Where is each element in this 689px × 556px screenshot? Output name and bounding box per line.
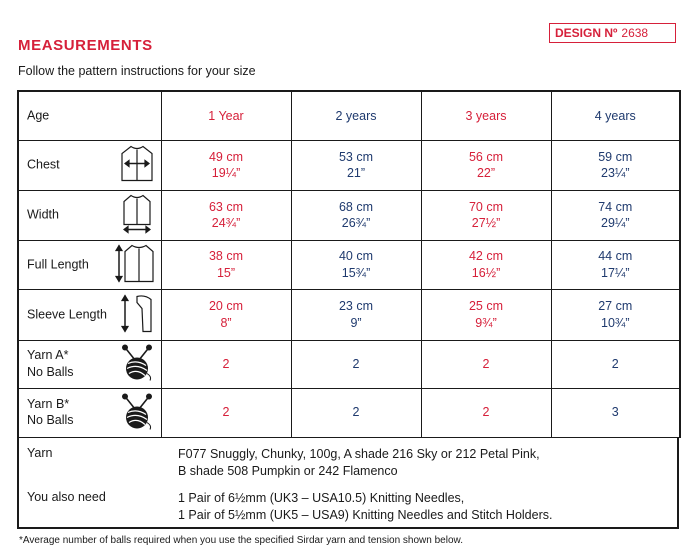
yarn-label: Yarn [27, 446, 53, 460]
table-row [18, 190, 680, 240]
width-3: 70 cm 27½” [421, 190, 551, 240]
table-row [18, 340, 680, 388]
measurements-table [17, 90, 681, 438]
age-2: 2 years [291, 91, 421, 140]
chest-4: 59 cm 23¼” [551, 140, 680, 190]
row-label: Width [27, 207, 59, 222]
age-4: 4 years [551, 91, 680, 140]
yarn-a-3: 2 [421, 340, 551, 388]
yarn-info-box [17, 437, 679, 529]
table-row [18, 240, 680, 289]
length-3: 42 cm 16½” [421, 240, 551, 289]
age-row [18, 91, 680, 140]
chest-1: 49 cm 19¼” [161, 140, 291, 190]
age-3: 3 years [421, 91, 551, 140]
yarn-b-4: 3 [551, 388, 680, 437]
width-4: 74 cm 29¼” [551, 190, 680, 240]
sleeve-1: 20 cm 8” [161, 289, 291, 340]
width-measure-icon [119, 193, 155, 238]
row-label: Chest [27, 157, 60, 172]
age-label: Age [27, 108, 50, 123]
table-row [18, 388, 680, 437]
sleeve-2: 23 cm 9” [291, 289, 421, 340]
design-number: 2638 [621, 26, 649, 40]
table-row [18, 289, 680, 340]
row-label-cell [18, 388, 161, 437]
length-4: 44 cm 17¼” [551, 240, 680, 289]
length-1: 38 cm 15” [161, 240, 291, 289]
chest-3: 56 cm 22” [421, 140, 551, 190]
chest-measure-icon [119, 144, 155, 187]
row-label: Yarn B* No Balls [27, 396, 74, 428]
table-row [18, 140, 680, 190]
row-label: Yarn A* No Balls [27, 348, 74, 379]
length-2: 40 cm 15¾” [291, 240, 421, 289]
row-label-cell [18, 140, 161, 190]
page-title: MEASUREMENTS [18, 37, 153, 54]
length-measure-icon [115, 242, 155, 287]
row-label: Sleeve Length [27, 307, 107, 322]
yarn-a-1: 2 [161, 340, 291, 388]
row-label-cell [18, 240, 161, 289]
sleeve-4: 27 cm 10¾” [551, 289, 680, 340]
yarn-details: F077 Snuggly, Chunky, 100g, A shade 216 Sky or 212 Petal Pink, B shade 508 Pumpkin or 242 Flamenco [178, 447, 540, 478]
chest-2: 53 cm 21” [291, 140, 421, 190]
yarn-b-3: 2 [421, 388, 551, 437]
row-label: Full Length [27, 257, 89, 272]
width-1: 63 cm 24¾” [161, 190, 291, 240]
row-label-cell [18, 340, 161, 388]
age-label-cell [18, 91, 161, 140]
design-number-box [549, 23, 676, 43]
yarn-b-1: 2 [161, 388, 291, 437]
design-label: DESIGN Nº [555, 26, 618, 40]
yarn-ball-icon [119, 392, 155, 433]
row-label-cell [18, 289, 161, 340]
sleeve-3: 25 cm 9¾” [421, 289, 551, 340]
yarn-a-4: 2 [551, 340, 680, 388]
row-label-cell [18, 190, 161, 240]
age-1: 1 Year [161, 91, 291, 140]
sleeve-measure-icon [121, 292, 155, 337]
yarn-ball-icon [119, 344, 155, 385]
also-need-details: 1 Pair of 6½mm (UK3 – USA10.5) Knitting Needles, 1 Pair of 5½mm (UK5 – USA9) Knitting Needles and Stitch Holders. [178, 491, 553, 522]
also-need-label: You also need [27, 490, 106, 504]
yarn-a-2: 2 [291, 340, 421, 388]
subtitle: Follow the pattern instructions for your size [18, 64, 256, 78]
yarn-b-2: 2 [291, 388, 421, 437]
footnote: *Average number of balls required when you use the specified Sirdar yarn and tension shown below. [19, 535, 463, 546]
width-2: 68 cm 26¾” [291, 190, 421, 240]
